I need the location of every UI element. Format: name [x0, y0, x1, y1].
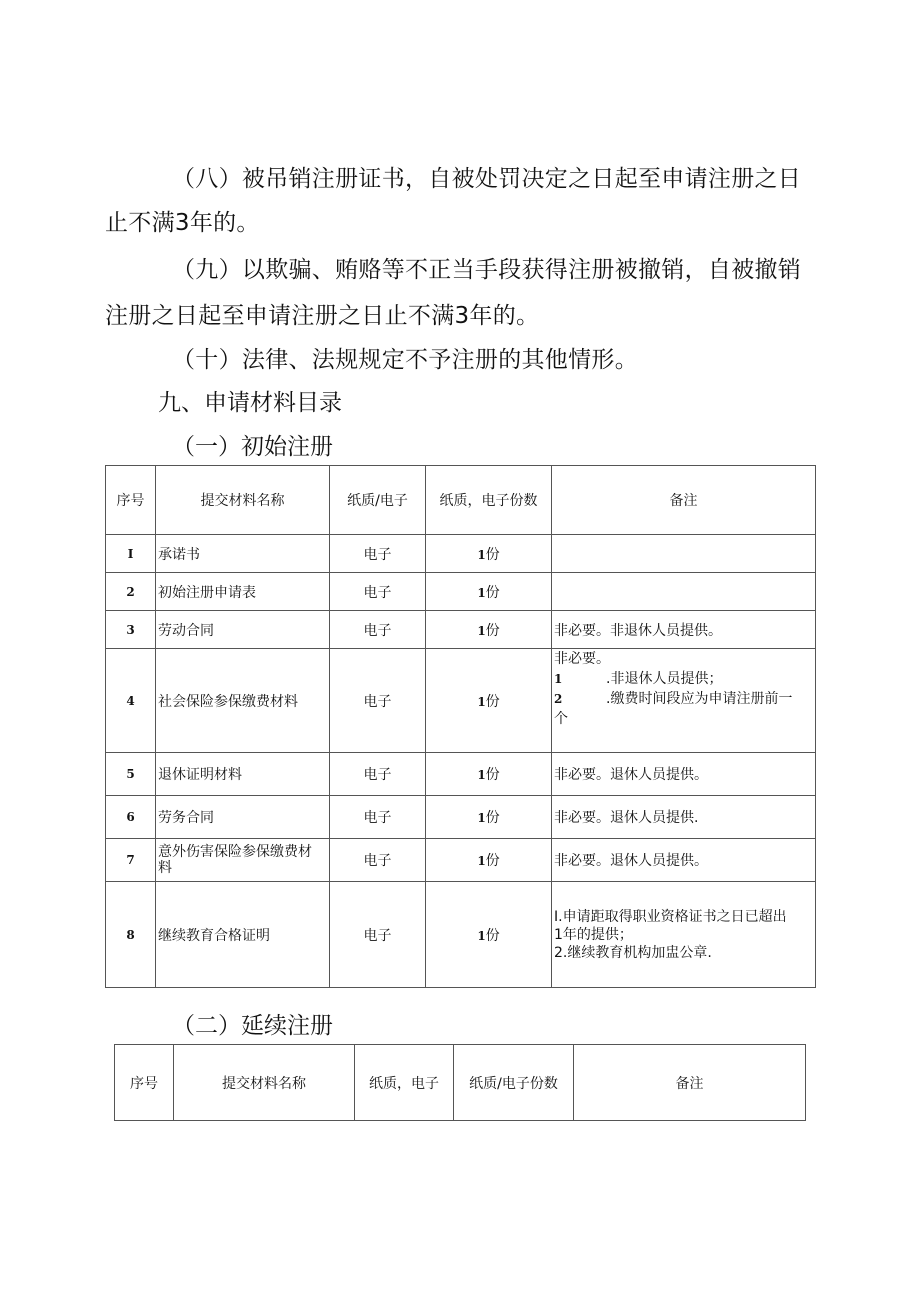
paragraph-9-line1: （九）以欺骗、贿赂等不正当手段获得注册被撤销，自被撤销 — [172, 257, 802, 283]
copies-unit: 份 — [485, 810, 500, 826]
material-type: 电子 — [330, 796, 426, 839]
table-header-row — [106, 466, 816, 535]
copies — [426, 573, 552, 611]
header-name: 提交材料名称 — [156, 466, 330, 535]
remark — [552, 882, 816, 988]
remark-line: 2.继续教育机构加盅公章. — [554, 944, 712, 961]
row-number: 6 — [106, 796, 156, 839]
table-row — [106, 882, 816, 988]
copies — [426, 796, 552, 839]
material-type: 电子 — [330, 839, 426, 882]
remark-line: 1 .非退休人员提供； — [554, 671, 723, 687]
header-name: 提交材料名称 — [174, 1045, 355, 1121]
row-number: 8 — [106, 882, 156, 988]
material-name: 初始注册申请表 — [156, 573, 330, 611]
header-copies: 纸质，电子份数 — [426, 466, 552, 535]
row-number: 4 — [106, 649, 156, 753]
table-row — [106, 611, 816, 649]
table-row — [106, 753, 816, 796]
copies-unit: 份 — [485, 546, 500, 563]
copies — [426, 611, 552, 649]
material-type: 电子 — [330, 535, 426, 573]
row-number: 3 — [106, 611, 156, 649]
remark-line: 2 .缴费时间段应为申请注册前一 — [554, 691, 793, 707]
remark: 非必要。非退休人员提供。 — [552, 611, 816, 649]
copies — [426, 753, 552, 796]
remark: 非必要。退休人员提供。 — [552, 839, 816, 882]
remark — [552, 649, 816, 753]
material-name: 退休证明材料 — [156, 753, 330, 796]
header-type: 纸质/电子 — [330, 466, 426, 535]
remark-line: I.申请距取得职业资格证书之日已超出 — [554, 908, 787, 925]
copies-number: 1 — [477, 623, 486, 638]
paragraph-8-line2: 止不满3年的。 — [105, 210, 260, 236]
table-row — [106, 649, 816, 753]
copies-number: 1 — [477, 547, 486, 562]
row-number: 7 — [106, 839, 156, 882]
header-no: 序号 — [106, 466, 156, 535]
header-remark: 备注 — [574, 1045, 806, 1121]
copies-unit: 份 — [485, 927, 500, 944]
copies-unit: 份 — [485, 853, 500, 869]
copies-number: 1 — [477, 585, 486, 600]
table1-heading: （一）初始注册 — [172, 434, 333, 460]
material-name: 社会保险参保缴费材料 — [156, 649, 330, 753]
row-number: I — [106, 535, 156, 573]
material-name: 继续教育合格证明 — [156, 882, 330, 988]
copies — [426, 882, 552, 988]
header-copies: 纸质/电子份数 — [454, 1045, 574, 1121]
copies — [426, 839, 552, 882]
material-name: 承诺书 — [156, 535, 330, 573]
paragraph-10: （十）法律、法规规定不予注册的其他情形。 — [172, 347, 638, 373]
copies-number: 1 — [477, 854, 486, 868]
copies-unit: 份 — [485, 693, 500, 710]
material-type: 电子 — [330, 649, 426, 753]
copies-unit: 份 — [485, 767, 500, 783]
remark — [552, 535, 816, 573]
remark: 非必要。退休人员提供。 — [552, 753, 816, 796]
row-number: 2 — [106, 573, 156, 611]
material-type: 电子 — [330, 882, 426, 988]
row-number: 5 — [106, 753, 156, 796]
material-name: 劳务合同 — [156, 796, 330, 839]
material-type: 电子 — [330, 611, 426, 649]
table-row — [106, 535, 816, 573]
paragraph-8-line1: （八）被吊销注册证书，自被处罚决定之日起至申请注册之日 — [172, 166, 802, 192]
initial-registration-table — [105, 465, 816, 988]
table-row — [106, 573, 816, 611]
remark-line: 非必要。 — [554, 651, 610, 667]
header-remark: 备注 — [552, 466, 816, 535]
copies-number: 1 — [477, 694, 486, 709]
header-no: 序号 — [115, 1045, 174, 1121]
section-heading: 九、申请材料目录 — [158, 390, 342, 416]
material-name: 意外伤害保险参保缴费材 料 — [156, 839, 330, 882]
material-type: 电子 — [330, 573, 426, 611]
material-type: 电子 — [330, 753, 426, 796]
remark-line: 1年的提供； — [554, 926, 633, 943]
copies-number: 1 — [477, 768, 486, 782]
copies — [426, 649, 552, 753]
remark: 非必要。退休人员提供. — [552, 796, 816, 839]
header-type: 纸质，电子 — [355, 1045, 454, 1121]
table-row — [106, 796, 816, 839]
renewal-registration-table — [114, 1044, 806, 1121]
table-header-row — [115, 1045, 806, 1121]
material-name: 劳动合同 — [156, 611, 330, 649]
remark-line: 个 — [554, 711, 568, 727]
table-row — [106, 839, 816, 882]
copies-unit: 份 — [485, 584, 500, 601]
table2-heading: （二）延续注册 — [172, 1013, 333, 1039]
remark — [552, 573, 816, 611]
copies — [426, 535, 552, 573]
paragraph-9-line2: 注册之日起至申请注册之日止不满3年的。 — [105, 303, 540, 329]
copies-unit: 份 — [485, 622, 500, 639]
copies-number: 1 — [477, 928, 486, 943]
copies-number: 1 — [477, 811, 486, 825]
